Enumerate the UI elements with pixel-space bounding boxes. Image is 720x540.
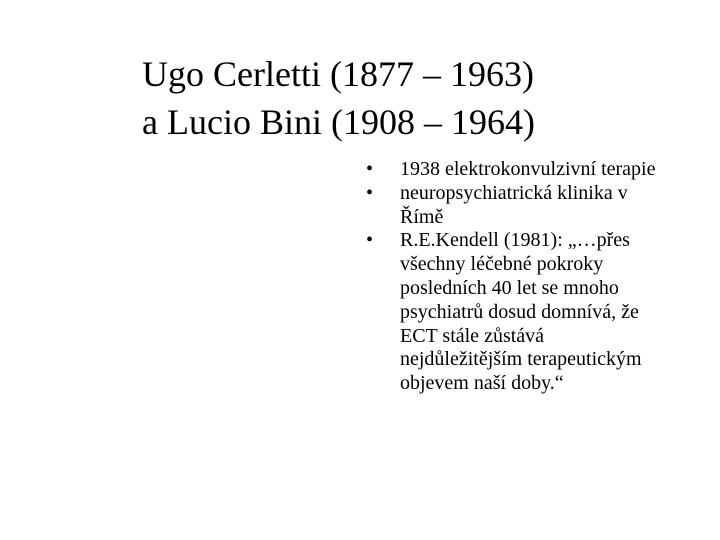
bullet-point-icon: • [366,181,374,204]
bullet-point-icon: • [366,229,374,252]
bullet-item-kendell-quote [366,229,666,396]
bullet-point-icon: • [366,158,374,180]
bullet-text: R.E.Kendell (1981): „…přes všechny léčebné pokroky posledních 40 let se mnoho psychiatrů dosud domnívá, že ECT stále zůstává nejdůležitějším terapeutickým objevem naší doby.“ [400,229,642,395]
bullet-text: 1938 elektrokonvulzivní terapie [400,158,656,180]
bullet-text: neuropsychiatrická klinika v Římě [400,181,628,228]
bullet-item-clinic-rome [366,182,666,230]
title-line-2: a Lucio Bini (1908 – 1964) [142,102,535,142]
slide-title [142,50,702,146]
bullet-item-ect-1938 [366,158,666,182]
bullet-list [366,158,666,396]
title-line-1: Ugo Cerletti (1877 – 1963) [142,54,534,94]
